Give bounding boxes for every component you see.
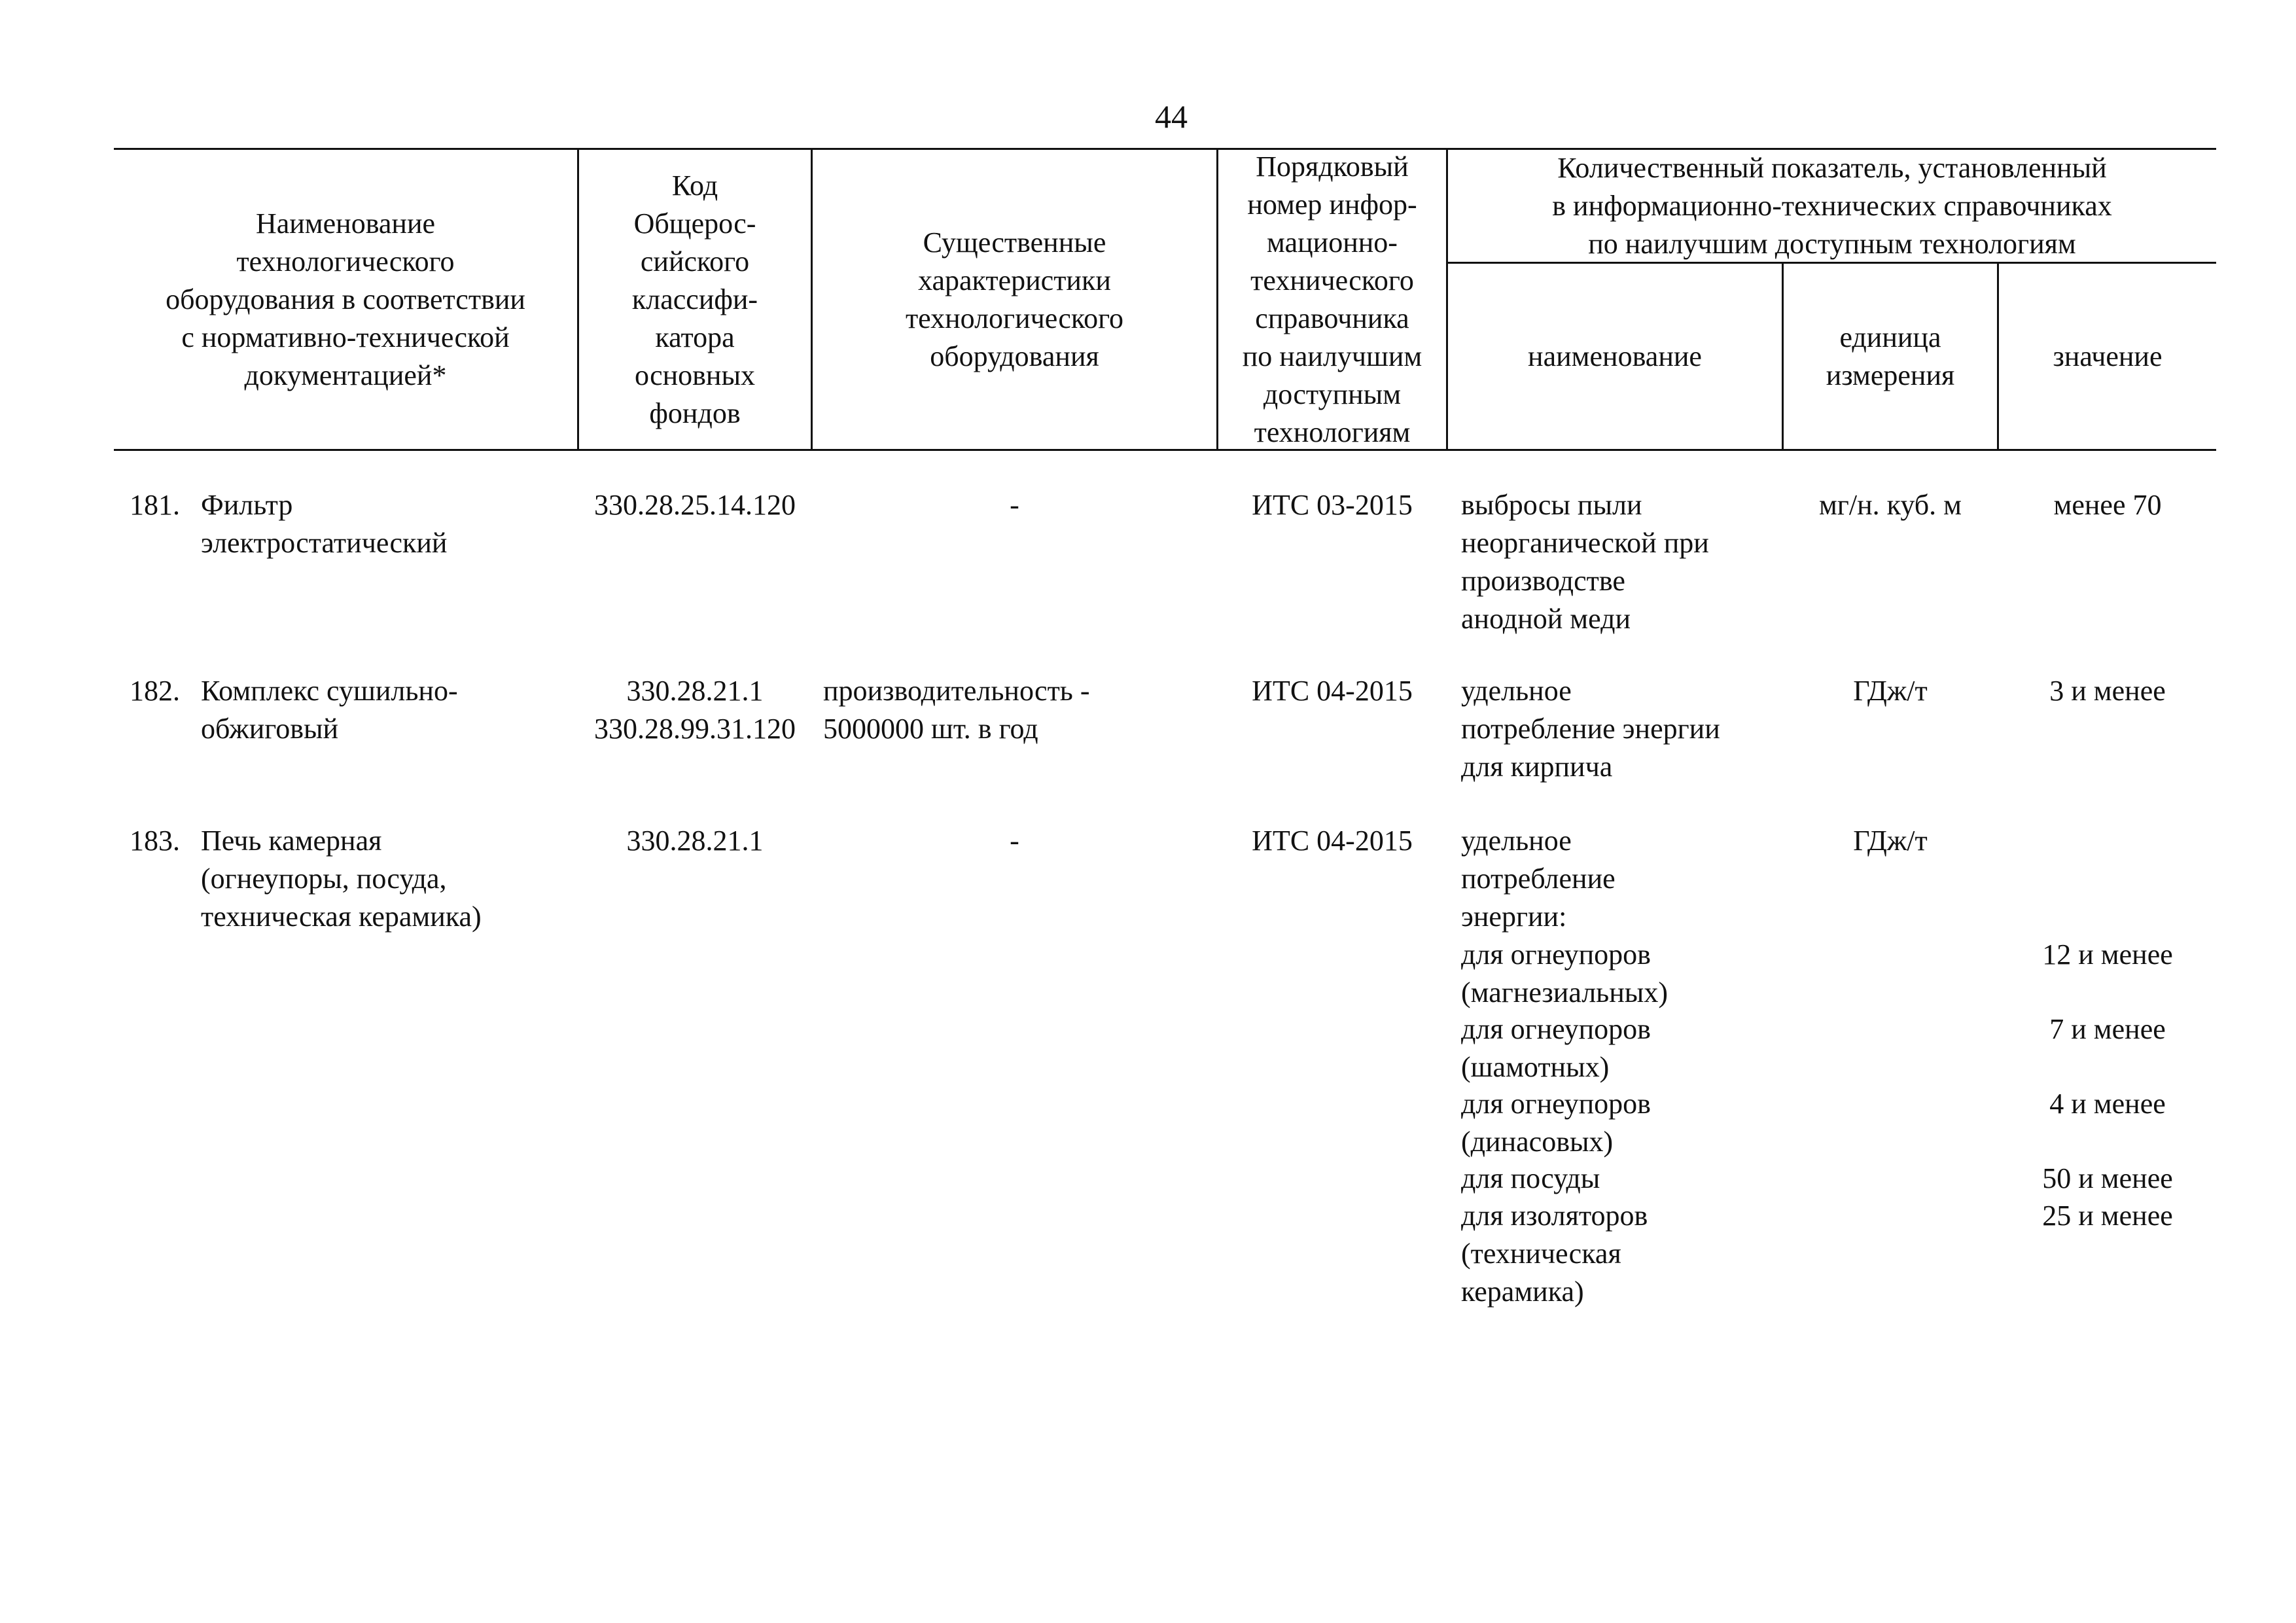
page-number: 44 — [1155, 98, 1188, 135]
row-183-subitem-value: 4 и менее — [2049, 1088, 2166, 1120]
header-indicator-group: Количественный показатель, установленный в информационно-технических справочниках по наилучшим доступным технологиям — [1552, 151, 2112, 260]
row-183-reference: ИТС 04-2015 — [1252, 825, 1413, 857]
row-183-subitem-label: для огнеупоров (магнезиальных) — [1461, 938, 1669, 1008]
row-181-code: 330.28.25.14.120 — [594, 489, 796, 521]
row-181-number: 181. — [130, 489, 180, 521]
row-181-name: Фильтр электростатический — [201, 489, 448, 559]
row-182-value: 3 и менее — [2049, 675, 2166, 707]
row-181-indicator: выбросы пыли неорганической при производстве анодной меди — [1461, 489, 1709, 635]
header-reference-number: Порядковый номер инфор- мационно- технического справочника по наилучшим доступным технологиям — [1242, 150, 1422, 448]
row-183-name: Печь камерная (огнеупоры, посуда, техническая керамика) — [201, 825, 482, 933]
row-181-unit: мг/н. куб. м — [1818, 489, 1962, 521]
header-value: значение — [2053, 340, 2163, 372]
row-183-subitem-label: для изоляторов (техническая керамика) — [1461, 1200, 1648, 1308]
row-181-characteristics: - — [1010, 489, 1019, 521]
row-183-subitem-label: для огнеупоров (динасовых) — [1461, 1088, 1651, 1158]
row-183-subitem-label: для посуды — [1461, 1162, 1600, 1194]
header-bottom-border — [114, 449, 2216, 451]
row-183-code: 330.28.21.1 — [626, 825, 764, 857]
header-indicator-name: наименование — [1528, 340, 1702, 372]
row-183-subitem-value: 50 и менее — [2042, 1162, 2173, 1194]
row-182-indicator: удельное потребление энергии для кирпича — [1461, 675, 1720, 783]
row-183-subitem-value: 12 и менее — [2042, 938, 2173, 971]
row-182-characteristics: производительность - 5000000 шт. в год — [823, 675, 1090, 745]
row-183-subitem-label: для огнеупоров (шамотных) — [1461, 1013, 1651, 1083]
row-182-unit: ГДж/т — [1853, 675, 1928, 707]
row-182-reference: ИТС 04-2015 — [1252, 675, 1413, 707]
header-characteristics: Существенные характеристики технологического оборудования — [905, 226, 1124, 372]
row-183-subitem-value: 7 и менее — [2049, 1013, 2166, 1045]
row-183-unit: ГДж/т — [1853, 825, 1928, 857]
header-unit: единица измерения — [1826, 321, 1955, 391]
row-181-value: менее 70 — [2053, 489, 2162, 521]
header-okof-code: Код Общерос- сийского классифи- катора основных фондов — [631, 169, 758, 429]
header-equipment-name: Наименование технологического оборудования в соответствии с нормативно-технической документацией* — [166, 207, 525, 391]
row-183-subitem-value: 25 и менее — [2042, 1200, 2173, 1232]
row-182-code: 330.28.21.1 330.28.99.31.120 — [594, 675, 796, 745]
row-183-number: 183. — [130, 825, 180, 857]
row-182-number: 182. — [130, 675, 180, 707]
row-181-reference: ИТС 03-2015 — [1252, 489, 1413, 521]
row-182-name: Комплекс сушильно- обжиговый — [201, 675, 458, 745]
row-183-indicator: удельное потребление энергии: — [1461, 825, 1616, 933]
row-183-characteristics: - — [1010, 825, 1019, 857]
